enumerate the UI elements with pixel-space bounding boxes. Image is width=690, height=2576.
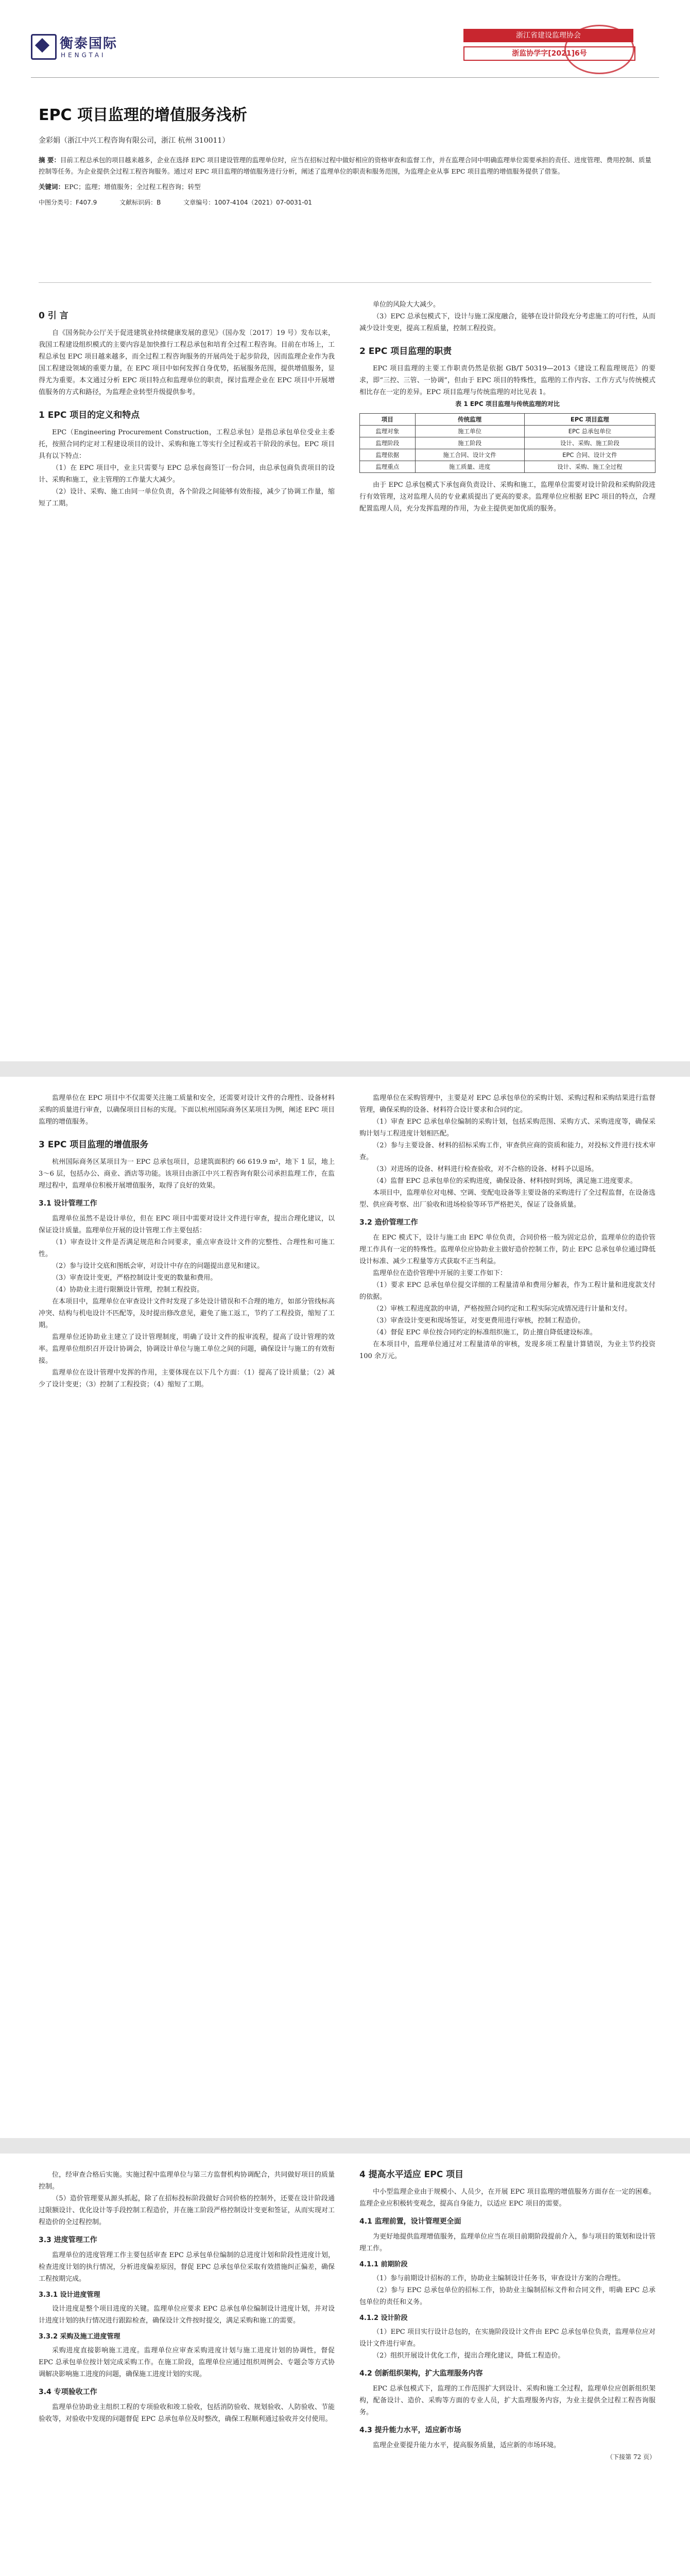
paragraph: 监理单位在采购管理中，主要是对 EPC 总承包单位的采购计划、采购过程和采购结果进行监督管理，确保采购的设备、材料符合设计要求和合同约定。 <box>359 1094 656 1114</box>
section-2-heading: 2 EPC 项目监理的职责 <box>359 346 452 357</box>
paragraph: 为更好地提供监理增值服务，监理单位应当在项目前期阶段提前介入，参与项目的策划和设计管理工作。 <box>359 2233 656 2252</box>
company-logo <box>31 32 134 63</box>
doc-code: 文献标识码：B <box>119 199 161 206</box>
section-1-heading: 1 EPC 项目的定义和特点 <box>39 410 140 420</box>
paragraph: 自《国务院办公厅关于促进建筑业持续健康发展的意见》（国办发〔2017〕19 号）发布以来，我国工程建设组织模式的主要内容是加快推行工程总承包和培育全过程工程咨询。目前在市场上，工程总承包 EPC 项目越来越多，而全过程工程咨询服务的开展尚处于起步阶段，因而监理企业作为我国工程建设领域的重要力量，在 EPC 项目中如何发挥自身优势，拓展服务范围，提供增值服务，显得尤为重要。本文通过分析 EPC 项目特点和监理单位的职责，探讨监理企业在 EPC 项目中开展增值服务的方式和路径，为监理企业转型升级提供参考。 <box>39 329 335 396</box>
logo-english-name: HENGTAI <box>61 52 106 59</box>
paragraph: EPC（Engineering Procurement Construction，工程总承包）是指总承包单位受业主委托，按照合同约定对工程建设项目的设计、采购和施工等实行全过程或若干阶段的承包。EPC 项目具有以下特点： <box>39 429 335 460</box>
association-stamp <box>412 25 639 72</box>
paragraph: （2）设计、采购、施工由同一单位负责，各个阶段之间能够有效衔接，减少了协调工作量，缩短了工期。 <box>39 488 335 507</box>
page3-right-column <box>359 2169 656 2463</box>
paragraph: 杭州国际商务区某项目为一 EPC 总承包项目，总建筑面积约 66 619.9 m²，地下 1 层，地上 3～6 层，包括办公、商业、酒店等功能。该项目由浙江中兴工程咨询有限公司承担监理工作，在监理过程中，监理单位积极开展增值服务，取得了良好的效果。 <box>39 1158 335 1190</box>
table-cell: EPC 总承包单位 <box>524 426 655 437</box>
paragraph: （1）审查 EPC 总承包单位编制的采购计划，包括采购范围、采购方式、采购进度等，确保采购计划与工程进度计划相匹配。 <box>359 1118 656 1138</box>
keywords-label: 关键词： <box>39 183 65 191</box>
paragraph: （2）组织开展设计优化工作，提出合理化建议，降低工程造价。 <box>373 2352 565 2360</box>
paragraph: （4）督促 EPC 单位按合同约定的标准组织施工，防止擅自降低建设标准。 <box>373 1329 597 1336</box>
page2-right-column <box>359 1092 656 1362</box>
subsection-3-3-1-heading: 3.3.1 设计进度管理 <box>39 2291 100 2299</box>
section-4-heading: 4 提高水平适应 EPC 项目 <box>359 2170 464 2180</box>
article-author: 金彩娟（浙江中兴工程咨询有限公司，浙江 杭州 310011） <box>39 137 230 145</box>
page-3 <box>0 2154 690 2576</box>
paragraph: （3）对进场的设备、材料进行检查验收，对不合格的设备、材料予以退场。 <box>373 1165 598 1173</box>
paragraph: （3）审查设计变更和现场签证，对变更费用进行审核，控制工程造价。 <box>373 1317 585 1325</box>
table-cell: 监理阶段 <box>360 437 416 449</box>
table-cell: 设计、采购、施工阶段 <box>524 437 655 449</box>
paragraph: 在本项目中，监理单位在审查设计文件时发现了多处设计错误和不合理的地方，如部分管线标高冲突、结构与机电设计不匹配等，及时提出修改意见，避免了施工返工，节约了工程投资，缩短了工期。 <box>39 1298 335 1329</box>
table-header-cell: 项目 <box>360 414 416 426</box>
paragraph: EPC 项目监理的主要工作职责仍然是依据 GB/T 50319—2013《建设工程监理规范》的要求，即“三控、三管、一协调”，但由于 EPC 项目的特殊性，监理的工作内容、工作方式与传统模式相比存在一定的差异。EPC 项目监理与传统监理的对比见表 1。 <box>359 365 656 396</box>
page-2 <box>0 1077 690 2138</box>
table-row <box>360 449 656 461</box>
paragraph: （2）参与主要设备、材料的招标采购工作，审查供应商的资质和能力，对投标文件进行技术审查。 <box>359 1142 656 1161</box>
paragraph: （1）参与前期设计招标的工作，协助业主编制设计任务书，审查设计方案的合理性。 <box>373 2275 625 2282</box>
paragraph: （1）EPC 项目实行设计总包的，在实施阶段设计文件由 EPC 总承包单位负责，监理单位应对设计文件进行审查。 <box>359 2328 656 2348</box>
table-1-caption: 表 1 EPC 项目监理与传统监理的对比 <box>455 400 560 408</box>
subsection-3-2-heading: 3.2 造价管理工作 <box>359 1218 418 1227</box>
abstract-divider <box>39 282 651 283</box>
article-meta <box>39 197 651 208</box>
header-divider <box>31 77 659 78</box>
page3-left-column <box>39 2169 335 2425</box>
subsection-4-3-heading: 4.3 提升能力水平，适应新市场 <box>359 2426 461 2434</box>
paragraph: 监理单位协助业主组织工程的专项验收和竣工验收，包括消防验收、规划验收、人防验收、节能验收等，对验收中发现的问题督促 EPC 总承包单位及时整改，确保工程顺利通过验收并交付使用。 <box>39 2403 335 2423</box>
paragraph: EPC 总承包模式下，监理的工作范围扩大到设计、采购和施工全过程，监理单位应创新组织架构，配备设计、造价、采购等方面的专业人员，扩大监理服务内容，为业主提供全过程工程咨询服务。 <box>359 2385 656 2416</box>
page1-right-column <box>359 299 656 515</box>
table-cell: 施工合同、设计文件 <box>415 449 524 461</box>
paragraph: （5）造价管理要从源头抓起，除了在招标投标阶段做好合同价格的控制外，还要在设计阶段通过限额设计、优化设计等手段控制工程造价，并在施工阶段严格控制设计变更和签证，从而实现对工程造价的全过程控制。 <box>39 2195 335 2226</box>
paragraph: 由于 EPC 总承包模式下承包商负责设计、采购和施工，监理单位需要对设计阶段和采购阶段进行有效管理，这对监理人员的专业素质提出了更高的要求。监理单位应根据 EPC 项目的特点，合理配置监理人员，充分发挥监理的作用，为业主提供更加优质的服务。 <box>359 481 656 513</box>
stamp-number: 浙监协学字[2021]6号 <box>463 46 635 61</box>
paragraph: （2）审核工程进度款的申请，严格按照合同约定和工程实际完成情况进行计量和支付。 <box>373 1305 632 1313</box>
section-3-heading: 3 EPC 项目监理的增值服务 <box>39 1140 149 1150</box>
page2-left-column <box>39 1092 335 1391</box>
paragraph: （1）审查设计文件是否满足规范和合同要求，重点审查设计文件的完整性、合理性和可施工性。 <box>39 1239 335 1258</box>
abstract-label: 摘 要： <box>39 156 60 164</box>
subsection-3-1-heading: 3.1 设计管理工作 <box>39 1199 97 1208</box>
paragraph: 在 EPC 模式下，设计与施工由 EPC 单位负责，合同价格一般为固定总价，监理单位的造价管理工作具有一定的特殊性。监理单位应协助业主做好造价控制工作，防止 EPC 总承包单位通过降低设计标准、减少工程量等方式获取不正当利益。 <box>359 1234 656 1265</box>
paragraph: （4）监督 EPC 总承包单位的采购进度，确保设备、材料按时到场，满足施工进度要求。 <box>373 1177 637 1185</box>
subsection-3-3-heading: 3.3 进度管理工作 <box>39 2236 97 2244</box>
paragraph: （3）审查设计变更，严格控制设计变更的数量和费用。 <box>52 1274 217 1282</box>
paragraph: 单位的风险大大减少。 <box>373 301 440 309</box>
paragraph: 监理单位在设计管理中发挥的作用，主要体现在以下几个方面：（1）提高了设计质量；（2）减少了设计变更；（3）控制了工程投资；（4）缩短了工期。 <box>39 1369 335 1388</box>
subsection-4-1-1-heading: 4.1.1 前期阶段 <box>359 2261 408 2268</box>
logo-chinese-name: 衡泰国际 <box>60 36 118 52</box>
table-cell: 监理对象 <box>360 426 416 437</box>
table-header-row <box>360 414 656 426</box>
subsection-3-4-heading: 3.4 专项验收工作 <box>39 2388 97 2396</box>
paragraph: 监理单位在造价管理中开展的主要工作如下： <box>373 1269 507 1277</box>
paragraph: 监理单位虽然不是设计单位，但在 EPC 项目中需要对设计文件进行审查，提出合理化建议，以保证设计质量。监理单位开展的设计管理工作主要包括： <box>39 1215 335 1234</box>
paragraph: 中小型监理企业由于规模小、人员少，在开展 EPC 项目监理的增值服务方面存在一定的困难。监理企业应积极转变观念，提高自身能力，以适应 EPC 项目的需要。 <box>359 2188 656 2208</box>
paragraph: （4）协助业主进行限额设计管理，控制工程投资。 <box>52 1286 204 1294</box>
paragraph: 在本项目中，监理单位通过对工程量清单的审核，发现多项工程量计算错误，为业主节约投资 100 余万元。 <box>359 1341 656 1360</box>
comparison-table <box>359 413 656 473</box>
abstract-block <box>39 155 651 212</box>
table-header-cell: EPC 项目监理 <box>524 414 655 426</box>
paragraph: 采购进度直接影响施工进度。监理单位应审查采购进度计划与施工进度计划的协调性，督促 EPC 总承包单位按计划完成采购工作。在施工阶段，监理单位应通过组织周例会、专题会等方式协调解决影响施工进度的问题，确保施工进度计划的实现。 <box>39 2347 335 2378</box>
abstract <box>39 155 651 177</box>
table-cell: 施工阶段 <box>415 437 524 449</box>
section-0-heading: 0 引 言 <box>39 311 68 321</box>
paragraph: 设计进度是整个项目进度的关键。监理单位应要求 EPC 总承包单位编制设计进度计划，并对设计进度计划的执行情况进行跟踪检查，确保设计文件按时提交，满足采购和施工的需要。 <box>39 2305 335 2325</box>
table-cell: 监理重点 <box>360 461 416 473</box>
paragraph: （2）参与设计交底和图纸会审，对设计中存在的问题提出意见和建议。 <box>52 1262 264 1270</box>
keywords-text: EPC；监理；增值服务；全过程工程咨询；转型 <box>64 183 201 191</box>
clc-number: 中图分类号：F407.9 <box>39 199 97 206</box>
continued-note: （下接第 72 页） <box>607 2453 656 2461</box>
subsection-3-3-2-heading: 3.3.2 采购及施工进度管理 <box>39 2333 120 2341</box>
logo-mark-icon <box>31 34 57 60</box>
article-title: EPC 项目监理的增值服务浅析 <box>39 106 247 124</box>
page-1 <box>0 0 690 1061</box>
paragraph: （3）EPC 总承包模式下，设计与施工深度融合，能够在设计阶段充分考虑施工的可行性，从而减少设计变更，提高工程质量，控制工程投资。 <box>359 313 656 332</box>
paragraph: 监理单位还协助业主建立了设计管理制度，明确了设计文件的报审流程，提高了设计管理的效率。监理单位组织召开设计协调会，协调设计单位与施工单位之间的问题，确保设计与施工的有效衔接。 <box>39 1333 335 1365</box>
paragraph: （2）参与 EPC 总承包单位的招标工作，协助业主编制招标文件和合同文件，明确 EPC 总承包单位的责任和义务。 <box>359 2286 656 2306</box>
page1-left-column <box>39 299 335 510</box>
table-cell: 施工单位 <box>415 426 524 437</box>
table-row <box>360 461 656 473</box>
table-cell: 监理依据 <box>360 449 416 461</box>
table-row <box>360 426 656 437</box>
table-cell: 施工质量、进度 <box>415 461 524 473</box>
paragraph: 监理企业要提升能力水平，提高服务质量，适应新的市场环境。 <box>373 2442 561 2449</box>
table-cell: EPC 合同、设计文件 <box>524 449 655 461</box>
paragraph: 本项目中，监理单位对电梯、空调、变配电设备等主要设备的采购进行了全过程监督，在设备选型、供应商考察、出厂验收和进场检验等环节严格把关，保证了设备质量。 <box>359 1189 656 1209</box>
paragraph: 监理单位在 EPC 项目中不仅需要关注施工质量和安全，还需要对设计文件的合理性、设备材料采购的质量进行审查，以确保项目目标的实现。下面以杭州国际商务区某项目为例，阐述 EPC 项目监理的增值服务。 <box>39 1094 335 1126</box>
article-number: 文章编号：1007-4104（2021）07-0031-01 <box>183 199 312 206</box>
abstract-text: 目前工程总承包的项目越来越多，企业在选择 EPC 项目建设管理的监理单位时，应当在招标过程中做好相应的资格审查和监督工作，并在监理合同中明确监理单位需要承担的责任、进度管理、费用控制、质量控制等任务。为企业提供全过程工程咨询服务。通过对 EPC 项目监理的增值服务进行分析，阐述了监理单位的职责和服务范围，为监理企业从事 EPC 项目监理的增值服务提供了借鉴。 <box>39 156 651 175</box>
stamp-band: 浙江省建设监理协会 <box>463 29 633 42</box>
paragraph: 监理单位的进度管理工作主要包括审查 EPC 总承包单位编制的总进度计划和阶段性进度计划，检查进度计划的执行情况，分析进度偏差原因，督促 EPC 总承包单位采取有效措施纠正偏差，确保工程按期完成。 <box>39 2251 335 2283</box>
subsection-4-1-2-heading: 4.1.2 设计阶段 <box>359 2314 408 2322</box>
table-row <box>360 437 656 449</box>
subsection-4-1-heading: 4.1 监理前置，设计管理更全面 <box>359 2217 461 2226</box>
keywords <box>39 181 651 193</box>
paragraph: 位，经审查合格后实施。实施过程中监理单位与第三方监督机构协调配合，共同做好项目的质量控制。 <box>39 2171 335 2191</box>
table-header-cell: 传统监理 <box>415 414 524 426</box>
subsection-4-2-heading: 4.2 创新组织架构，扩大监理服务内容 <box>359 2369 483 2378</box>
table-cell: 设计、采购、施工全过程 <box>524 461 655 473</box>
paragraph: （1）要求 EPC 总承包单位提交详细的工程量清单和费用分解表，作为工程计量和进度款支付的依据。 <box>359 1281 656 1301</box>
paragraph: （1）在 EPC 项目中，业主只需要与 EPC 总承包商签订一份合同，由总承包商负责项目的设计、采购和施工，业主管理的工作量大大减少。 <box>39 464 335 484</box>
